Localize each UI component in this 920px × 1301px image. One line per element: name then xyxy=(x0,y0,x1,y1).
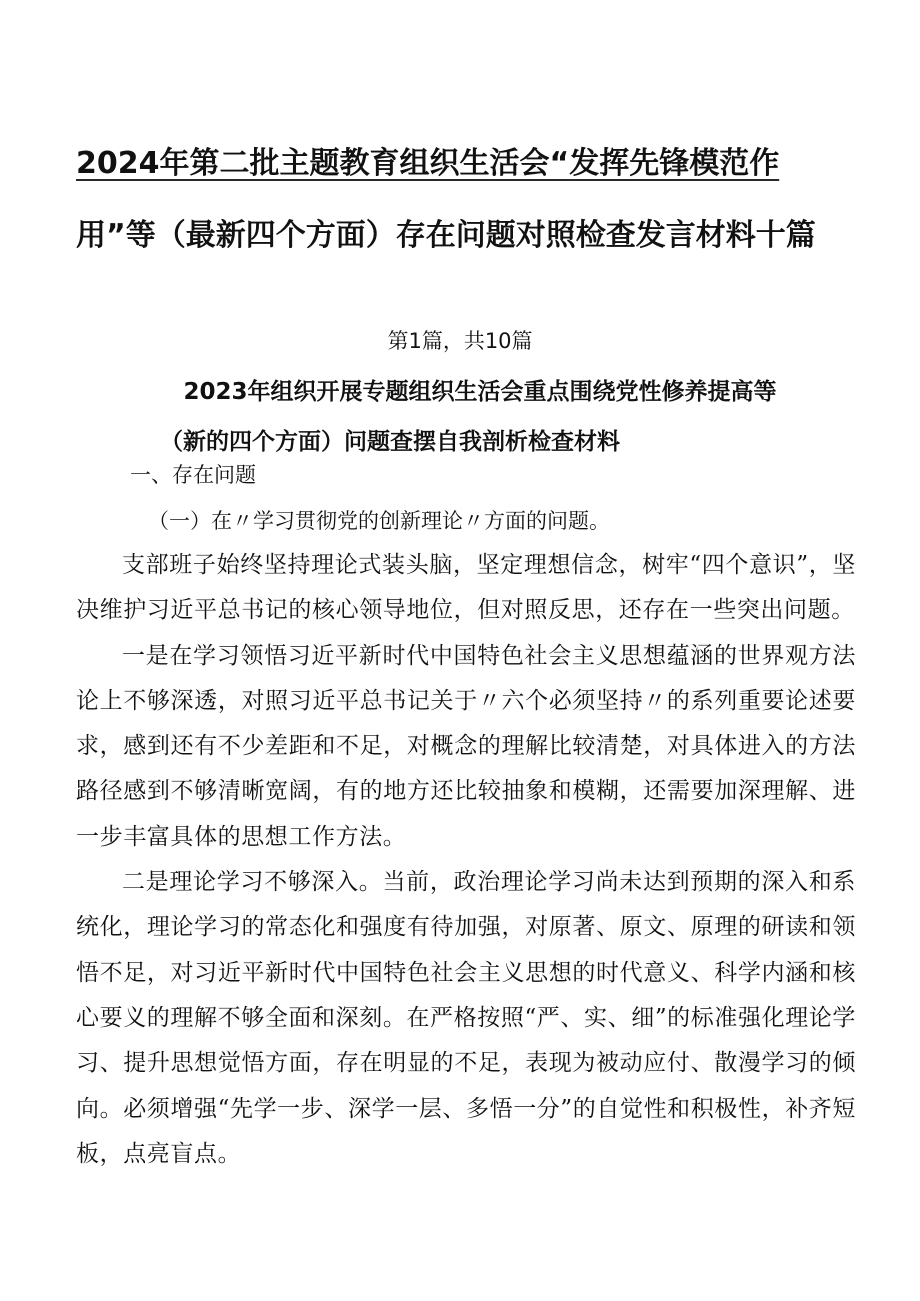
document-title-line-2: 用”等（最新四个方面）存在问题对照检查发言材料十篇 xyxy=(76,218,816,253)
paragraph: 二是理论学习不够深入。当前，政治理论学习尚未达到预期的深入和系统化，理论学习的常态化和强度有待加强，对原著、原文、原理的研读和领悟不足，对习近平新时代中国特色社会主义思想的时代意义、科学内涵和核心要义的理解不够全面和深刻。在严格按照“严、实、细”的标准强化理论学习、提升思想觉悟方面，存在明显的不足，表现为被动应付、散漫学习的倾向。必须增强“先学一步、深学一层、多悟一分”的自觉性和积极性，补齐短板，点亮盲点。 xyxy=(76,869,856,1167)
article-counter: 第1篇，共10篇 xyxy=(387,329,533,353)
article-title-line-1: 2023年组织开展专题组织生活会重点围绕党性修养提高等 xyxy=(183,379,777,405)
paragraph: 一是在学习领悟习近平新时代中国特色社会主义思想蕴涵的世界观方法论上不够深透，对照习近平总书记关于〃六个必须坚持〃的系列重要论述要求，感到还有不少差距和不足，对概念的理解比较清楚，对具体进入的方法路径感到不够清晰宽阔，有的地方还比较抽象和模糊，还需要加深理解、进一步丰富具体的思想工作方法。 xyxy=(76,642,856,850)
article-title xyxy=(130,367,830,467)
document-title-line-1: 2024年第二批主题教育组织生活会“发挥先锋模范作 xyxy=(76,146,780,181)
article-title-line-2: （新的四个方面）问题查摆自我剖析检查材料 xyxy=(160,429,620,455)
sub-heading: （一）在〃学习贯彻党的创新理论〃方面的问题。 xyxy=(148,509,610,533)
document-title xyxy=(76,128,856,272)
body-text xyxy=(76,543,856,1177)
section-heading: 一、存在问题 xyxy=(130,463,256,487)
paragraph: 支部班子始终坚持理论式装头脑，坚定理想信念，树牢“四个意识”，坚决维护习近平总书记的核心领导地位，但对照反思，还存在一些突出问题。 xyxy=(76,552,856,624)
